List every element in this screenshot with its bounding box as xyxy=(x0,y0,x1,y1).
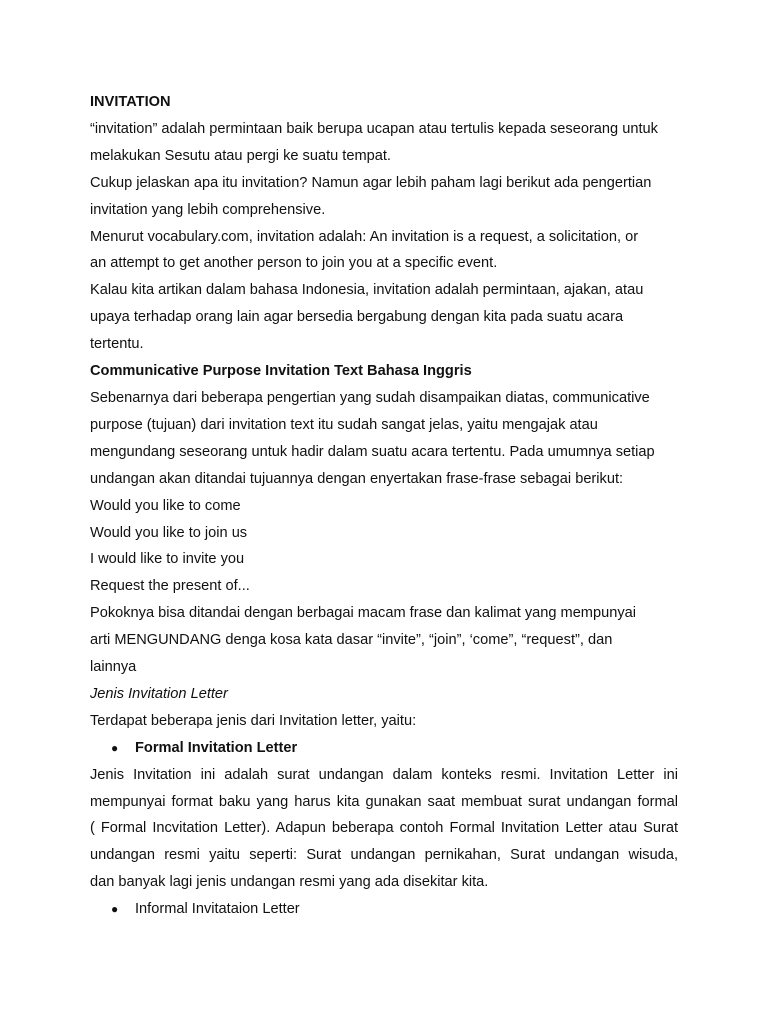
phrase-item: Would you like to join us xyxy=(90,524,248,541)
intro-line: Kalau kita artikan dalam bahasa Indonesia, invitation adalah permintaan, ajakan, atau xyxy=(90,282,644,299)
purpose-line: Sebenarnya dari beberapa pengertian yang sudah disampaikan diatas, communicative xyxy=(90,389,650,406)
intro-line: invitation yang lebih comprehensive. xyxy=(90,201,326,218)
purpose-line: undangan akan ditandai tujuannya dengan enyertakan frase-frase sebagai berikut: xyxy=(90,470,624,487)
bullet-formal-label: Formal Invitation Letter xyxy=(135,739,298,756)
purpose-line: purpose (tujuan) dari invitation text itu sudah sangat jelas, yaitu mengajak atau xyxy=(90,416,598,433)
bullet-informal-label: Informal Invitataion Letter xyxy=(135,901,300,918)
formal-line: ( Formal Incvitation Letter). Adapun beberapa contoh Formal Invitation Letter atau Surat xyxy=(90,820,678,837)
bullet-icon: ● xyxy=(111,740,119,755)
formal-line-last: dan banyak lagi jenis undangan resmi yang ada disekitar kita. xyxy=(90,874,489,891)
bullet-icon: ● xyxy=(111,902,119,917)
phrase-item: Would you like to come xyxy=(90,497,241,514)
formal-line: undangan resmi yaitu seperti: Surat undangan pernikahan, Surat undangan wisuda, xyxy=(90,847,678,864)
bullet-formal xyxy=(90,735,678,762)
bullet-informal xyxy=(90,896,678,923)
purpose-line: mengundang seseorang untuk hadir dalam suatu acara tertentu. Pada umumnya setiap xyxy=(90,443,655,460)
intro-line: upaya terhadap orang lain agar bersedia bergabung dengan kita pada suatu acara xyxy=(90,309,624,326)
subheading-types: Jenis Invitation Letter xyxy=(90,685,228,702)
phrase-item: Request the present of... xyxy=(90,578,250,595)
intro-line: “invitation” adalah permintaan baik berupa ucapan atau tertulis kepada seseorang untuk xyxy=(90,120,658,137)
intro-line: Cukup jelaskan apa itu invitation? Namun agar lebih paham lagi berikut ada pengertian xyxy=(90,174,652,191)
types-intro: Terdapat beberapa jenis dari Invitation letter, yaitu: xyxy=(90,712,417,729)
section-heading: Communicative Purpose Invitation Text Bahasa Inggris xyxy=(90,363,472,380)
intro-line: tertentu. xyxy=(90,336,144,353)
document-title: INVITATION xyxy=(90,94,171,110)
formal-line: Jenis Invitation ini adalah surat undangan dalam konteks resmi. Invitation Letter ini xyxy=(90,766,678,783)
closing-line: Pokoknya bisa ditandai dengan berbagai macam frase dan kalimat yang mempunyai xyxy=(90,605,636,622)
intro-line: Menurut vocabulary.com, invitation adalah: An invitation is a request, a solicitation, or xyxy=(90,228,639,245)
intro-line: melakukan Sesutu atau pergi ke suatu tempat. xyxy=(90,147,391,164)
formal-line: mempunyai format baku yang harus kita gunakan saat membuat surat undangan formal xyxy=(90,793,678,810)
closing-line: lainnya xyxy=(90,659,137,676)
closing-line: arti MENGUNDANG denga kosa kata dasar “invite”, “join”, ‘come”, “request”, dan xyxy=(90,632,613,649)
intro-line: an attempt to get another person to join you at a specific event. xyxy=(90,255,498,272)
document-page xyxy=(90,89,678,923)
phrase-item: I would like to invite you xyxy=(90,551,245,568)
